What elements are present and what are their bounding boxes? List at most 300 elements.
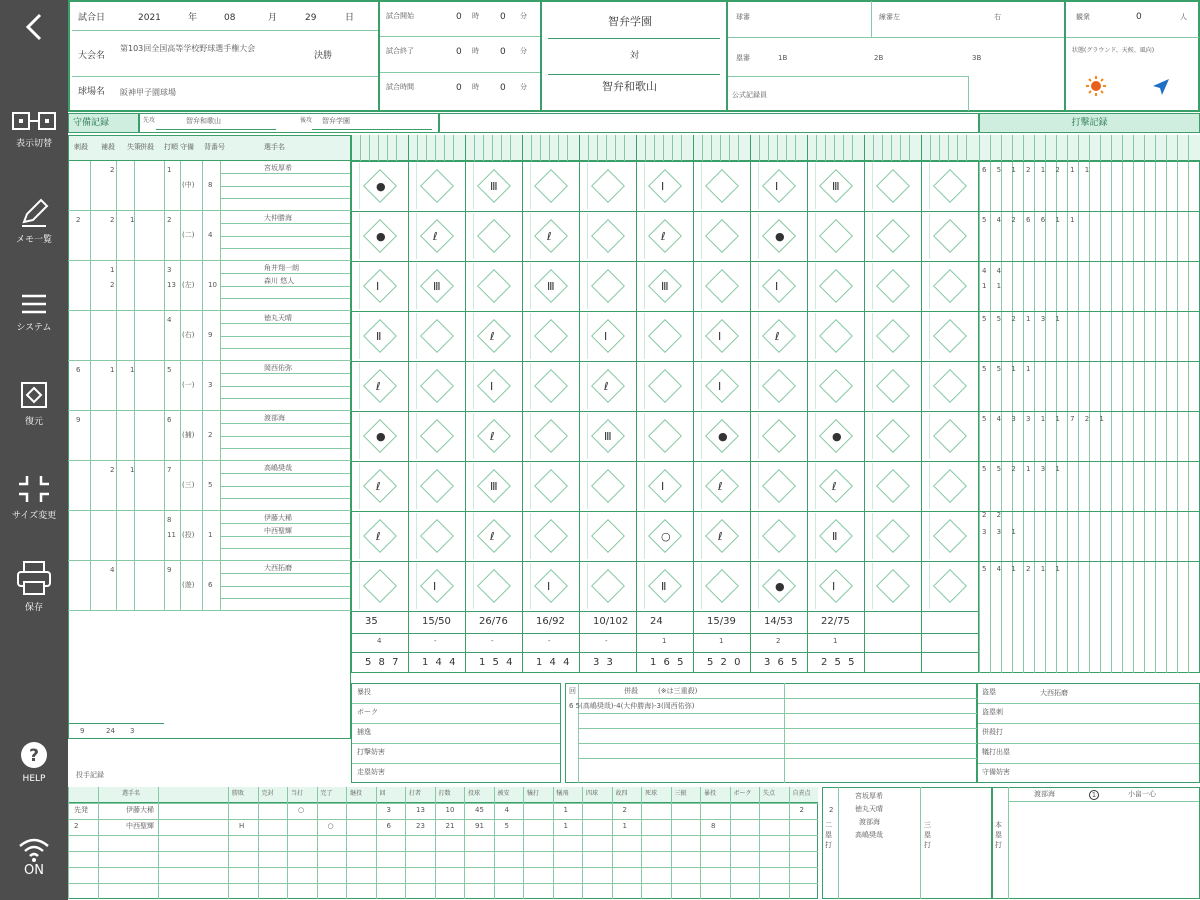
play-mark: Ⅱ (376, 330, 382, 343)
steal-player[interactable]: 大西拓磨 (1040, 689, 1068, 697)
steals-table (977, 683, 1200, 783)
pitcher-column-header: 継投 (350, 790, 363, 797)
putouts: 1 (110, 266, 115, 274)
player-name-header: 選手名 (264, 143, 285, 151)
pitcher-stat: 1 (563, 822, 568, 830)
player-name[interactable]: 大仲勝海 (264, 214, 292, 222)
batting-order: 3 (167, 266, 172, 274)
attendance-label: 観衆 (1076, 13, 1090, 21)
pitcher-stat: 21 (445, 822, 455, 830)
top-team-name[interactable]: 智弁学園 (608, 15, 652, 28)
pitcher-column-header: 勝敗 (232, 790, 245, 797)
play-mark: ● (775, 580, 785, 593)
play-mark: Ⅰ (661, 480, 665, 493)
end-hour[interactable]: 0 (456, 47, 462, 57)
assists: 9 (76, 416, 81, 424)
play-mark: Ⅰ (661, 180, 665, 193)
tournament-label: 大会名 (78, 51, 106, 61)
pitcher-role: 先発 (74, 806, 88, 814)
inning-pitch-count: 15/39 (707, 616, 736, 627)
pitcher-column-header: 失点 (763, 790, 776, 797)
resize-button[interactable] (0, 474, 68, 521)
stadium-name[interactable]: 阪神甲子園球場 (120, 88, 176, 97)
duration-hour[interactable]: 0 (456, 83, 462, 93)
save-button[interactable] (0, 560, 68, 613)
fielding-position[interactable]: (遊) (182, 581, 195, 589)
play-mark: ℓ (832, 480, 837, 493)
pitcher-column-header: 打数 (438, 790, 451, 797)
dp-header-note: (※は三重殺) (658, 687, 698, 695)
header-blank-bar (439, 113, 979, 133)
day-value[interactable]: 29 (305, 13, 317, 23)
play-mark: ○ (661, 530, 671, 543)
play-mark: Ⅲ (604, 430, 612, 443)
inning-summary: 3 3 (593, 657, 615, 668)
restore-icon (19, 380, 49, 410)
pitcher-name[interactable]: 伊藤大稀 (126, 806, 154, 814)
inning-summary: 1 6 5 (650, 657, 686, 668)
inning-pitch-count: 16/92 (536, 616, 565, 627)
year-value[interactable]: 2021 (138, 13, 161, 23)
misc-play-label: 走塁妨害 (357, 768, 385, 776)
inning-summary: 1 4 4 (422, 657, 458, 668)
pitcher-column-header: 死球 (645, 790, 658, 797)
batting-order: 2 (167, 216, 172, 224)
end-time-label: 試合終了 (386, 47, 414, 55)
pitcher-stat: 6 (386, 822, 391, 830)
pitcher-column-header: 当打 (291, 790, 304, 797)
pitcher-column-header: 打者 (409, 790, 422, 797)
putouts: 1 (110, 366, 115, 374)
pitcher-stat: ○ (298, 806, 305, 814)
batting-stat-row: 3 3 1 (982, 528, 1020, 536)
vs-label: 対 (630, 51, 640, 61)
doubles-label: 二塁打 (825, 821, 832, 849)
wifi-label: ON (24, 863, 44, 878)
misc-play-label: 打撃妨害 (357, 748, 385, 756)
pitcher-column-header: 故四 (615, 790, 628, 797)
inning-runs: 4 (377, 637, 382, 645)
minute-unit: 分 (520, 47, 527, 55)
pitcher-column-header: 犠打 (527, 790, 540, 797)
month-value[interactable]: 08 (224, 13, 236, 23)
pitcher-column-header: 暴投 (704, 790, 717, 797)
play-mark: Ⅲ (433, 280, 441, 293)
errors: 1 (130, 366, 135, 374)
stadium-label: 球場名 (78, 87, 106, 97)
pitcher-stat: 2 (829, 806, 834, 814)
home-run-pitcher[interactable]: 小畠一心 (1128, 790, 1156, 798)
year-unit: 年 (188, 13, 198, 23)
double-player-2[interactable]: 徳丸天晴 (855, 805, 883, 813)
double-player-3[interactable]: 渡部海 (859, 818, 880, 826)
attendance-unit: 人 (1180, 13, 1187, 21)
fielding-position[interactable]: (捕) (182, 431, 195, 439)
play-mark: ● (376, 230, 386, 243)
official-scorer-label: 公式記録員 (732, 91, 767, 99)
inning-runs: 1 (719, 637, 724, 645)
umpire-label: 球審 (736, 13, 750, 21)
play-mark: Ⅲ (490, 180, 498, 193)
display-toggle-icon (11, 110, 57, 132)
back-button[interactable] (0, 12, 68, 46)
first-team-label: 先攻 (143, 117, 156, 124)
start-time-label: 試合開始 (386, 12, 414, 20)
inning-summary: 2 5 5 (821, 657, 857, 668)
batting-order: 4 (167, 316, 172, 324)
player-name[interactable]: 宮坂厚希 (264, 164, 292, 172)
system-label: システム (16, 323, 52, 333)
substitute-name[interactable]: 森川 悠人 (264, 277, 295, 285)
pitcher-stat: 13 (416, 806, 425, 814)
play-mark: Ⅰ (832, 580, 836, 593)
dp-entry[interactable]: 6 5(高嶋奨哉)-4(大仲勝海)-3(岡西佑弥) (569, 702, 695, 710)
pitcher-title: 投手記録 (76, 771, 104, 779)
display-toggle-label: 表示切替 (15, 139, 52, 149)
batting-title-cell (979, 113, 1200, 133)
hour-unit: 時 (472, 83, 479, 91)
batting-stat-row: 5 5 2 1 3 1 (982, 315, 1064, 323)
pitcher-column-header: 回 (379, 790, 386, 797)
fielding-position[interactable]: (投) (182, 531, 195, 539)
play-mark: ● (376, 180, 386, 193)
play-mark: Ⅱ (661, 580, 667, 593)
play-mark: Ⅰ (775, 180, 779, 193)
dp-header: 併殺 (140, 143, 154, 151)
help-button[interactable] (0, 740, 68, 784)
pitcher-stat: H (239, 822, 245, 830)
play-mark: Ⅱ (832, 530, 838, 543)
base-umpire-label: 塁審 (736, 54, 750, 62)
play-mark: ℓ (490, 330, 495, 343)
play-mark: ● (775, 230, 785, 243)
home-run-player[interactable]: 渡部海 (1034, 790, 1055, 798)
pitcher-stat: 1 (563, 806, 568, 814)
svg-text:?: ? (29, 746, 39, 766)
help-label: HELP (22, 774, 46, 784)
player-name[interactable]: 渡部海 (264, 414, 285, 422)
play-mark: Ⅰ (718, 330, 722, 343)
inning-pitch-count: 26/76 (479, 616, 508, 627)
memo-list-button[interactable] (0, 198, 68, 245)
play-mark: ℓ (433, 230, 438, 243)
play-mark: ● (376, 430, 386, 443)
day-unit: 日 (345, 13, 355, 23)
putouts: 2 (110, 216, 115, 224)
play-mark: ℓ (376, 380, 381, 393)
sidebar (0, 0, 68, 900)
batting-order: 6 (167, 416, 172, 424)
home-run-table (992, 787, 1200, 899)
system-button[interactable] (0, 292, 68, 333)
base-umpire-3b[interactable]: 3B (972, 54, 982, 62)
steal-stat-label: 盗塁 (982, 688, 996, 696)
line-umpire-left-label: 線審左 (879, 13, 900, 21)
defense-title-cell (68, 113, 139, 133)
batting-stat-row: 4 4 (982, 267, 1006, 275)
uniform-number[interactable]: 3 (208, 381, 213, 389)
play-mark: Ⅲ (832, 180, 840, 193)
player-name[interactable]: 岡西佑弥 (264, 364, 292, 372)
printer-icon (15, 560, 53, 596)
restore-label: 復元 (24, 417, 43, 427)
batting-stat-row: 5 4 3 3 1 1 7 2 1 (982, 415, 1108, 423)
doubles-table (822, 787, 992, 899)
pitcher-column-header: 完了 (320, 790, 333, 797)
pitcher-stat: 1 (622, 822, 627, 830)
pitcher-stat: 2 (622, 806, 627, 814)
player-name[interactable]: 徳丸天晴 (264, 314, 292, 322)
play-mark: ℓ (718, 480, 723, 493)
line-umpire-right-label: 右 (994, 13, 1001, 21)
pitcher-stat: 91 (475, 822, 484, 830)
pitcher-stat: 5 (504, 822, 509, 830)
fielding-position[interactable]: (二) (182, 231, 195, 239)
play-mark: ℓ (490, 430, 495, 443)
steal-stat-label: 併殺打 (982, 728, 1003, 736)
pitcher-column-header: 自責点 (792, 790, 811, 797)
misc-play-label: ボーク (357, 708, 378, 716)
uniform-number[interactable]: 1 (208, 531, 213, 539)
pitcher-stat: 4 (504, 806, 509, 814)
play-mark: Ⅲ (547, 280, 555, 293)
double-player-1[interactable]: 宮坂厚希 (855, 792, 883, 800)
pitcher-stat: 10 (445, 806, 455, 814)
menu-icon (20, 292, 48, 316)
second-team-label: 後攻 (300, 117, 313, 124)
double-player-4[interactable]: 高嶋奨哉 (855, 831, 883, 839)
inning-summary: 1 4 4 (536, 657, 572, 668)
hour-unit: 時 (472, 47, 479, 55)
resize-label: サイズ変更 (11, 511, 57, 521)
batting-stat-row: 5 5 1 1 (982, 365, 1035, 373)
wind-direction-icon[interactable] (1152, 78, 1170, 96)
inning-runs: - (548, 637, 551, 645)
uniform-number[interactable]: 6 (208, 581, 213, 589)
batting-stat-row: 5 4 1 2 1 1 (982, 565, 1064, 573)
assists: 2 (76, 216, 81, 224)
inning-summary: 1 5 4 (479, 657, 515, 668)
assist-header: 補殺 (101, 143, 115, 151)
inning-pitch-count: 24 (650, 616, 663, 627)
play-mark: ● (832, 430, 842, 443)
pitcher-column-header: 三振 (674, 790, 687, 797)
start-minute[interactable]: 0 (500, 12, 506, 22)
substitute-number: 11 (167, 531, 176, 539)
batting-order: 8 (167, 516, 172, 524)
putouts: 4 (110, 566, 115, 574)
pitcher-stat: 3 (386, 806, 391, 814)
inning-runs: 1 (662, 637, 667, 645)
inning-summary: 3 6 5 (764, 657, 800, 668)
pitcher-column-header: 犠飛 (556, 790, 569, 797)
home-run-count[interactable]: 1 (1089, 790, 1099, 800)
pitcher-name[interactable]: 中西聖輝 (126, 822, 154, 830)
wifi-icon (17, 836, 51, 862)
putout-header: 刺殺 (74, 143, 88, 151)
inning-pitch-count: 22/75 (821, 616, 850, 627)
substitute-name[interactable]: 中西聖輝 (264, 527, 292, 535)
first-team-name[interactable]: 智弁和歌山 (186, 117, 221, 125)
play-mark: ℓ (604, 380, 609, 393)
pitcher-column-header: 被安 (497, 790, 510, 797)
date-label: 試合日 (78, 13, 106, 23)
resize-icon (17, 474, 51, 504)
dp-inning-header: 回 (569, 687, 576, 695)
minute-unit: 分 (520, 12, 527, 20)
wifi-button[interactable] (0, 836, 68, 878)
pitcher-stat: 23 (416, 822, 425, 830)
substitute-number: 13 (167, 281, 176, 289)
play-mark: Ⅰ (376, 280, 380, 293)
display-toggle-button[interactable] (0, 110, 68, 149)
hour-unit: 時 (472, 12, 479, 20)
defense-title: 守備記録 (73, 118, 110, 128)
batting-stat-row: 5 4 2 6 6 1 1 (982, 216, 1079, 224)
batting-order: 9 (167, 566, 172, 574)
substitute-putouts: 2 (110, 281, 115, 289)
player-name[interactable]: 大西拓磨 (264, 564, 292, 572)
player-name[interactable]: 高嶋奨哉 (264, 464, 292, 472)
play-mark: Ⅲ (661, 280, 669, 293)
pitcher-column-header: 選手名 (122, 790, 141, 797)
assist-total: 24 (106, 727, 115, 735)
batting-stat-row: 2 2 (982, 511, 1006, 519)
assists: 6 (76, 366, 81, 374)
pitcher-stat: 2 (799, 806, 804, 814)
batting-order: 5 (167, 366, 172, 374)
batting-title: 打撃記録 (1071, 118, 1108, 128)
play-mark: ℓ (547, 230, 552, 243)
uniform-number[interactable]: 5 (208, 481, 213, 489)
end-minute[interactable]: 0 (500, 47, 506, 57)
pitcher-stat: 45 (475, 806, 484, 814)
play-mark: Ⅰ (433, 580, 437, 593)
inning-runs: - (491, 637, 494, 645)
putouts: 2 (110, 166, 115, 174)
putouts: 2 (110, 466, 115, 474)
inning-summary: 5 8 7 (365, 657, 401, 668)
duration-minute[interactable]: 0 (500, 83, 506, 93)
errors: 1 (130, 216, 135, 224)
uniform-number[interactable]: 10 (208, 281, 217, 289)
inning-runs: - (605, 637, 608, 645)
batting-stat-row: 5 5 2 1 3 1 (982, 465, 1064, 473)
pitcher-column-header: 四球 (586, 790, 599, 797)
inning-pitch-count: 35 (365, 616, 378, 627)
steal-stat-label: 犠打出塁 (982, 748, 1010, 756)
batting-stat-row: 1 1 (982, 282, 1006, 290)
steal-stat-label: 守備妨害 (982, 768, 1010, 776)
putout-total: 9 (80, 727, 85, 735)
pencil-icon (18, 198, 50, 228)
position-header: 守備 (180, 143, 194, 151)
base-umpire-2b[interactable]: 2B (874, 54, 884, 62)
restore-button[interactable] (0, 380, 68, 427)
uniform-number[interactable]: 2 (208, 431, 213, 439)
errors: 1 (130, 466, 135, 474)
second-team-name[interactable]: 智弁学園 (322, 117, 350, 125)
tournament-name[interactable]: 第103回全国高等学校野球選手権大会 (120, 44, 256, 53)
play-mark: ℓ (661, 230, 666, 243)
round-value[interactable]: 決勝 (314, 51, 333, 61)
play-mark: Ⅰ (547, 580, 551, 593)
start-hour[interactable]: 0 (456, 12, 462, 22)
misc-play-label: 暴投 (357, 688, 371, 696)
batting-order: 1 (167, 166, 172, 174)
play-mark: ℓ (376, 480, 381, 493)
fielding-position[interactable]: (三) (182, 481, 195, 489)
inning-summary: 5 2 0 (707, 657, 743, 668)
player-name[interactable]: 角井翔一朗 (264, 264, 299, 272)
month-unit: 月 (268, 13, 278, 23)
bottom-team-name[interactable]: 智弁和歌山 (602, 80, 657, 93)
pitcher-role: 2 (74, 822, 79, 830)
pitcher-column-header: 完封 (261, 790, 274, 797)
player-name[interactable]: 伊藤大稀 (264, 514, 292, 522)
pitcher-column-header: ボーク (733, 790, 752, 797)
steal-stat-label: 盗塁刺 (982, 708, 1003, 716)
play-mark: ● (718, 430, 728, 443)
chevron-left-icon (23, 12, 45, 42)
inning-pitch-count: 14/53 (764, 616, 793, 627)
fielding-position[interactable]: (右) (182, 331, 195, 339)
triples-label: 三塁打 (924, 821, 931, 849)
dp-header-label: 併殺 (624, 687, 638, 695)
sunny-icon[interactable] (1086, 76, 1106, 96)
inning-runs: - (434, 637, 437, 645)
misc-play-label: 捕逸 (357, 728, 371, 736)
batting-stat-row: 6 5 1 2 1 2 1 1 (982, 166, 1094, 174)
fielding-position[interactable]: (中) (182, 181, 195, 189)
fielding-position[interactable]: (一) (182, 381, 195, 389)
number-header: 背番号 (204, 143, 225, 151)
order-header: 打順 (164, 143, 178, 151)
fielding-position[interactable]: (左) (182, 281, 195, 289)
play-mark: Ⅰ (490, 380, 494, 393)
save-label: 保存 (24, 603, 43, 613)
attendance-value[interactable]: 0 (1136, 12, 1142, 22)
error-header: 失策 (127, 143, 141, 151)
base-umpire-1b[interactable]: 1B (778, 54, 788, 62)
play-mark: ℓ (775, 330, 780, 343)
play-mark: Ⅲ (490, 480, 498, 493)
uniform-number[interactable]: 8 (208, 181, 213, 189)
uniform-number[interactable]: 9 (208, 331, 213, 339)
help-icon (19, 740, 49, 770)
pitcher-stat: 8 (711, 822, 716, 830)
play-mark: Ⅰ (775, 280, 779, 293)
uniform-number[interactable]: 4 (208, 231, 213, 239)
minute-unit: 分 (520, 83, 527, 91)
batting-order: 7 (167, 466, 172, 474)
duration-label: 試合時間 (386, 83, 414, 91)
weather-note: 状態(グラウンド、天候、風向) (1072, 47, 1155, 54)
inning-runs: 1 (833, 637, 838, 645)
play-mark: Ⅰ (604, 330, 608, 343)
memo-list-label: メモ一覧 (15, 235, 52, 245)
pitcher-column-header: 投球 (468, 790, 481, 797)
inning-runs: 2 (776, 637, 781, 645)
home-run-label: 本塁打 (995, 821, 1002, 849)
error-total: 3 (130, 727, 135, 735)
inning-pitch-count: 10/102 (593, 616, 629, 627)
play-mark: ℓ (490, 530, 495, 543)
play-mark: ℓ (376, 530, 381, 543)
play-mark: ℓ (718, 530, 723, 543)
pitcher-stat: ○ (327, 822, 334, 830)
play-mark: Ⅰ (718, 380, 722, 393)
